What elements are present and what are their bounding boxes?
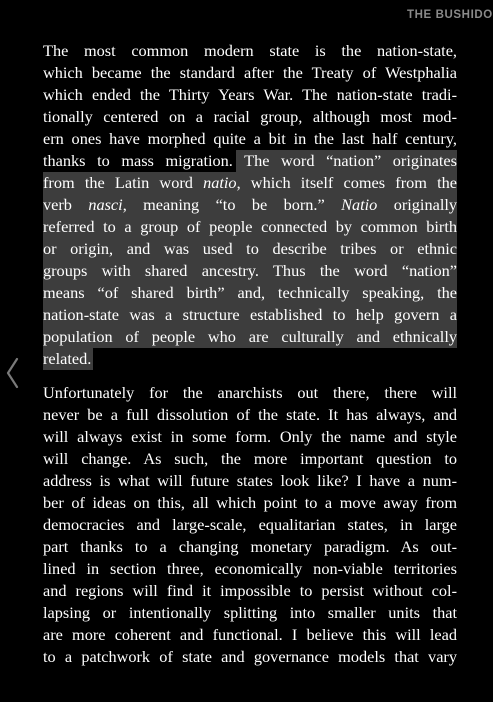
highlighted-line[interactable]: groups with shared ancestry. Thus the word “nation” [43,261,457,280]
text-line: to a patchwork of state and governance models that vary [43,647,457,666]
latin-term: Natio [341,195,378,214]
text-line: will change. As such, the more important question to [43,449,457,468]
highlighted-line[interactable]: or origin, and was used to describe tribes or ethnic [43,239,457,258]
highlighted-line[interactable]: means “of shared birth” and, technically speaking, the [43,283,457,302]
text-line: address is what will future states look like? I have a num- [43,471,457,490]
highlighted-line[interactable]: population of people who are culturally and ethnically [43,327,457,346]
book-text-column[interactable] [43,40,457,668]
previous-page-button[interactable] [4,356,20,390]
latin-term: nasci [88,195,123,214]
latin-term: natio [203,173,237,192]
highlighted-line[interactable]: referred to a group of people connected by common birth [43,217,457,236]
text-line: tionally centered on a racial group, although most mod- [43,107,457,126]
highlighted-line[interactable]: verb nasci, meaning “to be born.” Natio originally [43,195,458,214]
paragraph-gap [43,370,457,382]
paragraph[interactable] [43,382,457,668]
text-line: The most common modern state is the nation-state, [43,41,457,60]
text-line: lined in section three, economically non-viable territories [43,559,457,578]
text-line: ern ones have morphed quite a bit in the last half century, [43,129,457,148]
highlight-start-line[interactable]: thanks to mass migration. The word “nation” originates [43,151,457,170]
text-line: ber of ideas on this, all which point to a move away from [43,493,457,512]
highlight-end-line[interactable]: related. [43,349,92,368]
text-line: which ended the Thirty Years War. The nation-state tradi- [43,85,457,104]
text-line: never be a full dissolution of the state. It has always, and [43,405,457,424]
highlighted-line[interactable]: from the Latin word natio, which itself comes from the [43,173,457,192]
text-line: which became the standard after the Treaty of Westphalia [43,63,457,82]
text-line: will always exist in some form. Only the name and style [43,427,457,446]
text-line: lapsing or intentionally splitting into smaller units that [43,603,457,622]
book-title-header: THE BUSHIDO [407,9,493,21]
highlighted-line[interactable]: nation-state was a structure established to help govern a [43,305,457,324]
chevron-left-icon [4,356,20,390]
text-line: are more coherent and functional. I believe this will lead [43,625,457,644]
text-line: and regions will find it impossible to persist without col- [43,581,457,600]
text-line: Unfortunately for the anarchists out there, there will [43,383,457,402]
paragraph[interactable] [43,40,457,370]
text-line: democracies and large-scale, equalitarian states, in large [43,515,457,534]
text-line: part thanks to a changing monetary paradigm. As out- [43,537,457,556]
